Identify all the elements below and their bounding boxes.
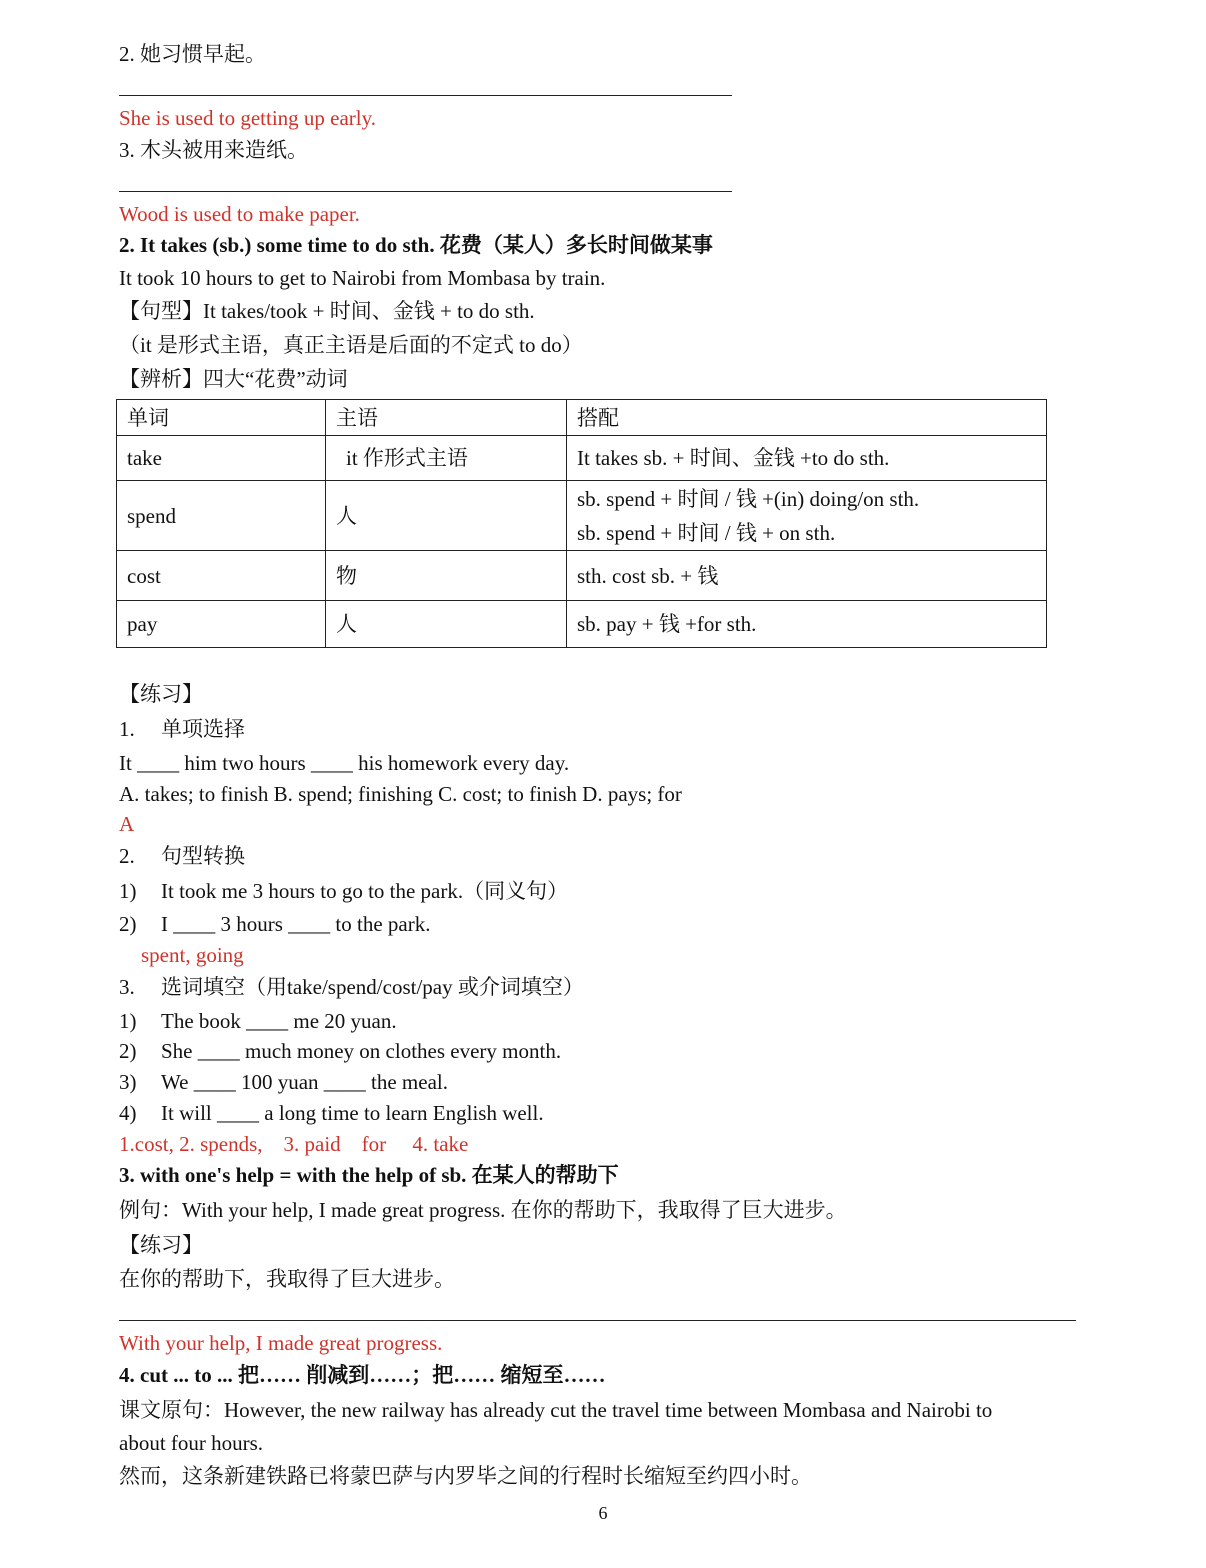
exercise-question: It ____ him two hours ____ his homework every day.	[119, 751, 570, 775]
exercise-heading	[119, 973, 584, 1001]
exercise-number: 2.	[119, 844, 135, 868]
exercise-answer: spent, going	[141, 943, 244, 967]
section-heading: 4. cut ... to ... 把…… 削减到……；把…… 缩短至……	[119, 1363, 606, 1387]
exercise-item	[119, 1037, 561, 1065]
table-header-row	[117, 400, 1047, 436]
usage-line: sb. spend + 时间 / 钱 + on sth.	[577, 520, 836, 545]
example-sentence: 例句：With your help, I made great progress. 在你的帮助下，我取得了巨大进步。	[119, 1198, 847, 1222]
table-cell-subject: 物	[326, 551, 567, 601]
exercise-heading	[119, 842, 245, 870]
exercise-title: 单项选择	[161, 717, 245, 741]
usage-line: sb. spend + 时间 / 钱 +(in) doing/on sth.	[577, 486, 920, 511]
exercise-prompt: 在你的帮助下，我取得了巨大进步。	[119, 1267, 455, 1291]
item-text: We ____ 100 yuan ____ the meal.	[161, 1070, 448, 1094]
table-cell-subject: 人	[326, 601, 567, 648]
table-row	[117, 481, 1047, 551]
item-text: She ____ much money on clothes every month.	[161, 1039, 562, 1063]
text-sentence-continued: about four hours.	[119, 1431, 264, 1455]
exercise-number: 1.	[119, 717, 135, 741]
exercise-title: 选词填空（用take/spend/cost/pay 或介词填空）	[161, 975, 584, 999]
grammar-note: （it 是形式主语，真正主语是后面的不定式 to do）	[119, 333, 583, 357]
page-number: 6	[598, 1503, 608, 1523]
practice-title: 【练习】	[119, 682, 203, 706]
item-text: It will ____ a long time to learn English well.	[161, 1101, 544, 1125]
answer-line	[119, 1320, 1076, 1321]
table-cell-word: cost	[117, 551, 326, 601]
table-header-cell: 单词	[117, 400, 326, 436]
table-cell-word: take	[117, 436, 326, 481]
item-number: 1)	[119, 879, 137, 903]
exercise-item	[119, 877, 568, 905]
text-sentence: 课文原句：However, the new railway has already cut the travel time between Mombasa and Nairobi to	[119, 1398, 993, 1422]
table-header-cell: 主语	[326, 400, 567, 436]
translation: 然而，这条新建铁路已将蒙巴萨与内罗毕之间的行程时长缩短至约四小时。	[119, 1464, 812, 1488]
table-cell-subject: it 作形式主语	[326, 436, 567, 481]
exercise-answer: With your help, I made great progress.	[119, 1331, 443, 1355]
item-number: 3)	[119, 1070, 137, 1094]
exercise-prompt: 3. 木头被用来造纸。	[119, 138, 308, 162]
exercise-item	[119, 1068, 448, 1096]
item-number: 4)	[119, 1101, 137, 1125]
section-heading: 2. It takes (sb.) some time to do sth. 花费（某人）多长时间做某事	[119, 233, 713, 257]
item-text: The book ____ me 20 yuan.	[161, 1009, 397, 1033]
item-text: It took me 3 hours to go to the park.（同义句）	[161, 879, 569, 903]
table-cell-subject: 人	[326, 481, 567, 551]
exercise-prompt: 2. 她习惯早起。	[119, 42, 266, 66]
exercise-answer: Wood is used to make paper.	[119, 202, 360, 226]
item-text: I ____ 3 hours ____ to the park.	[161, 912, 431, 936]
item-number: 1)	[119, 1009, 137, 1033]
table-cell-usage: sth. cost sb. + 钱	[567, 551, 1047, 601]
exercise-answer: A	[119, 812, 135, 836]
table-cell-usage: It takes sb. + 时间、金钱 +to do sth.	[567, 436, 1047, 481]
spend-verbs-table	[116, 399, 1047, 648]
exercise-number: 3.	[119, 975, 135, 999]
table-cell-usage: sb. pay + 钱 +for sth.	[567, 601, 1047, 648]
example-sentence: It took 10 hours to get to Nairobi from Mombasa by train.	[119, 266, 606, 290]
table-cell-word: pay	[117, 601, 326, 648]
table-row	[117, 551, 1047, 601]
section-heading: 3. with one's help = with the help of sb. 在某人的帮助下	[119, 1163, 619, 1187]
exercise-item	[119, 910, 430, 938]
table-row	[117, 601, 1047, 648]
exercise-title: 句型转换	[161, 844, 245, 868]
exercise-item	[119, 1007, 397, 1035]
answer-line	[119, 95, 732, 96]
exercise-answer: She is used to getting up early.	[119, 106, 377, 130]
exercise-answer: 1.cost, 2. spends, 3. paid for 4. take	[119, 1132, 469, 1156]
sentence-pattern: 【句型】It takes/took + 时间、金钱 + to do sth.	[119, 299, 535, 323]
item-number: 2)	[119, 912, 137, 936]
answer-line	[119, 191, 732, 192]
table-header-cell: 搭配	[567, 400, 1047, 436]
practice-title: 【练习】	[119, 1233, 203, 1257]
table-cell-word: spend	[117, 481, 326, 551]
exercise-heading	[119, 715, 245, 743]
item-number: 2)	[119, 1039, 137, 1063]
table-cell-usage	[567, 481, 1047, 551]
analysis-title: 【辨析】四大“花费”动词	[119, 367, 348, 391]
exercise-item	[119, 1099, 544, 1127]
exercise-options: A. takes; to finish B. spend; finishing C. cost; to finish D. pays; for	[119, 782, 682, 806]
table-row	[117, 436, 1047, 481]
